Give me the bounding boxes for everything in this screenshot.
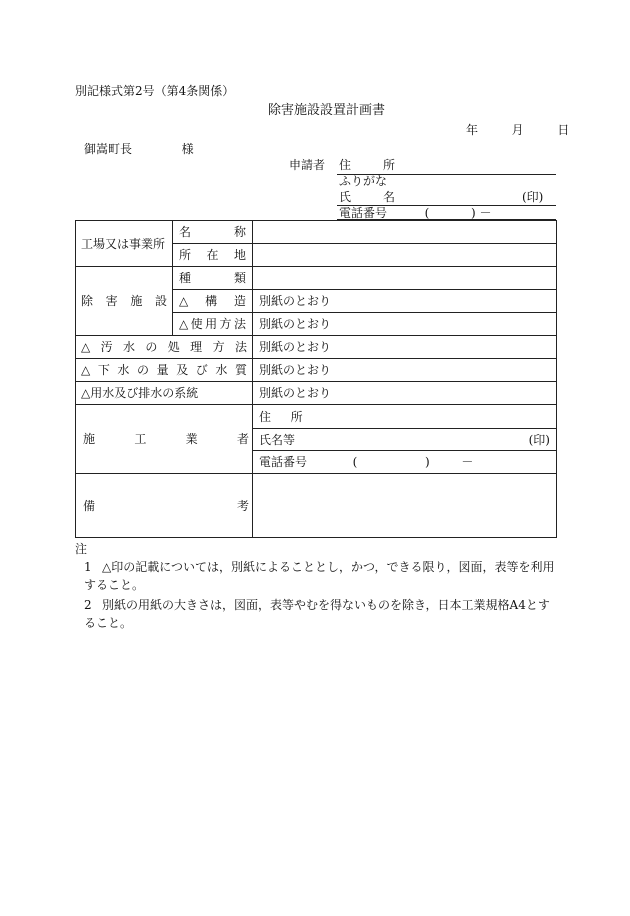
- remarks-row: [76, 474, 557, 538]
- water-system-value[interactable]: 別紙のとおり: [253, 382, 557, 405]
- contractor-label: 施 工 業 者: [76, 405, 253, 474]
- date-line: [466, 124, 569, 136]
- date-day: 日: [557, 123, 570, 137]
- water-system-row: [76, 382, 557, 405]
- facility-kind-row: [76, 267, 557, 290]
- note-item-2: 2 別紙の用紙の大きさは，図面，表等やむを得ないものを除き，日本工業規格A4とすること。: [84, 598, 550, 630]
- applicant-phone-label: 電話番号: [339, 206, 388, 220]
- contractor-address[interactable]: 住 所: [253, 405, 557, 429]
- applicant-seal: (印): [522, 190, 544, 204]
- factory-location-value[interactable]: [253, 244, 557, 267]
- contractor-name[interactable]: [253, 429, 557, 451]
- addressee: [84, 143, 194, 155]
- note-item-1: 1 △印の記載については，別紙によることとし，かつ，できる限り，図面，表等を利用すること。: [84, 560, 555, 592]
- date-year: 年: [466, 123, 479, 137]
- addressee-name: 御嵩町長: [84, 142, 133, 156]
- facility-kind-value[interactable]: [253, 267, 557, 290]
- factory-name-label: 名 称: [173, 221, 253, 244]
- sewage-method-value[interactable]: 別紙のとおり: [253, 336, 557, 359]
- factory-location-label: 所 在 地: [173, 244, 253, 267]
- facility-usage-label: △ 使 用 方 法: [173, 313, 253, 336]
- factory-name-row: [76, 221, 557, 244]
- form-id: 別記様式第2号（第4条関係）: [75, 84, 235, 98]
- contractor-phone-label: 電話番号: [259, 455, 308, 469]
- facility-structure-label: △ 構 造: [173, 290, 253, 313]
- addressee-honorific: 様: [181, 142, 194, 156]
- contractor-phone[interactable]: 電話番号 ( ) －: [253, 451, 557, 474]
- factory-label: 工場又は事業所: [76, 221, 173, 267]
- sewer-quality-row: [76, 359, 557, 382]
- facility-kind-label: 種 類: [173, 267, 253, 290]
- sewer-quality-value[interactable]: 別紙のとおり: [253, 359, 557, 382]
- plan-table: [75, 220, 557, 538]
- applicant-name-label: 氏 名: [339, 190, 395, 204]
- date-month: 月: [511, 123, 524, 137]
- contractor-name-label: 氏名等: [259, 432, 296, 447]
- contractor-address-row: [76, 405, 557, 429]
- facility-structure-value[interactable]: 別紙のとおり: [253, 290, 557, 313]
- factory-name-value[interactable]: [253, 221, 557, 244]
- contractor-seal: (印): [528, 432, 550, 447]
- water-system-label: △用水及び排水の系統: [76, 382, 253, 405]
- remarks-value[interactable]: [253, 474, 557, 538]
- remarks-label: 備 考: [76, 474, 253, 538]
- applicant-phone: 電話番号 ( ) －: [339, 206, 492, 220]
- notes-heading: 注: [75, 542, 88, 556]
- sewer-quality-label: △ 下 水 の 量 及 び 水 質: [76, 359, 253, 382]
- applicant-address-label: 住 所: [339, 158, 395, 172]
- sewage-method-row: [76, 336, 557, 359]
- facility-usage-value[interactable]: 別紙のとおり: [253, 313, 557, 336]
- document-title: 除害施設設置計画書: [268, 103, 386, 118]
- sewage-method-label: △ 汚 水 の 処 理 方 法: [76, 336, 253, 359]
- facility-label: 除 害 施 設: [76, 267, 173, 336]
- applicant-furigana-label: ふりがな: [339, 174, 388, 188]
- applicant-label: 申請者: [289, 158, 326, 172]
